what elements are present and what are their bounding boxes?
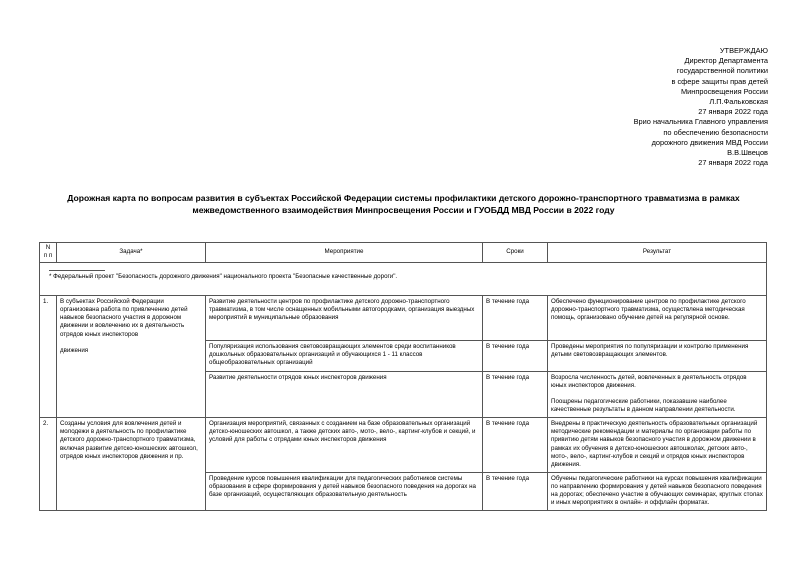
row-term: В течение года (483, 340, 548, 371)
table-header-row (40, 243, 767, 263)
row-term: В течение года (483, 295, 548, 340)
row-task (57, 295, 206, 417)
task-text: В субъектах Российской Федерации организована работа по привлечению детей навыков безопасного участия в дорожном движении и вовлечению их в деятельность отрядов юных инспекторов (60, 297, 188, 338)
result-text-2: Поощрены педагогические работники, показавшие наиболее качественные результаты в данном направлении деятельности. (551, 398, 736, 414)
header-term: Сроки (483, 243, 548, 263)
row-task: Созданы условия для вовлечения детей и молодежи в деятельность по профилактике детского дорожно-транспортного травматизма, включая развитие детско-юношеских автошкол, отрядов юных инспекторов движения и пр. (57, 417, 206, 510)
row-event: Развитие деятельности отрядов юных инспекторов движения (206, 371, 483, 417)
row-term: В течение года (483, 371, 548, 417)
approval-line: Врио начальника Главного управления (633, 117, 768, 127)
header-event: Мероприятие (206, 243, 483, 263)
row-event: Проведение курсов повышения квалификации для педагогических работников системы образования в сфере формирования у детей навыков безопасного поведения на дорогах на базе организаций, осуществляющих образовательную деятельность (206, 472, 483, 510)
row-event: Популяризация использования световозвращающих элементов среди воспитанников дошкольных образовательных организаций и обучающихся 1 - 11 классов общеобразовательных организаций (206, 340, 483, 371)
row-result: Обеспечено функционирование центров по профилактике детского дорожно-транспортного травматизма, осуществлена методическая помощь, организовано обучение детей на регулярной основе. (548, 295, 767, 340)
approval-line: дорожного движения МВД России (651, 137, 768, 147)
row-num: 2. (40, 417, 57, 510)
header-result: Результат (548, 243, 767, 263)
result-text: Возросла численность детей, вовлеченных в деятельность отрядов юных инспекторов движения. (551, 373, 747, 389)
approval-block (634, 46, 768, 168)
row-term: В течение года (483, 417, 548, 472)
footnote-text: * Федеральный проект "Безопасность дорожного движения" национального проекта "Безопасные качественные дороги". (49, 272, 398, 280)
approval-line: Директор Департамента (684, 56, 768, 66)
table-row (40, 295, 767, 340)
approval-line: по обеспечению безопасности (663, 127, 768, 137)
approval-line: Минпросвещения России (681, 86, 768, 96)
approval-line: В.В.Швецов (727, 148, 768, 158)
footnote-row (40, 262, 767, 295)
approval-line: государственной политики (676, 66, 768, 76)
row-result: Обучены педагогические работники на курсах повышения квалификации по направлению формирования у детей навыков безопасного поведения на дорогах; обеспечено участие в обучающих семинарах, круглых столах и иных мероприятиях в онлайн- и оффлайн форматах. (548, 472, 767, 510)
approval-line: 27 января 2022 года (698, 158, 768, 168)
approval-line: УТВЕРЖДАЮ (719, 46, 768, 55)
document-title: Дорожная карта по вопросам развития в субъектах Российской Федерации системы профилактики детского дорожно-транспортного травматизма в рамках межведомственного взаимодействия Минпросвещения России и ГУОБДД МВД России в 2022 году (67, 193, 740, 215)
row-result (548, 371, 767, 417)
row-result: Внедрены в практическую деятельность образовательных организаций методические рекомендации и материалы по организации работы по привитию детям навыков безопасного участия в дорожном движении в рамках их обучения в детско-юношеских автошколах, детских авто-, мото-, вело-, картинг-клубов и секций и отрядов юных инспекторов движения. (548, 417, 767, 472)
header-task: Задача* (57, 243, 206, 263)
footnote-cell (40, 262, 767, 295)
roadmap-table (39, 242, 767, 511)
task-text-cont: движения (60, 347, 89, 355)
table-row (40, 417, 767, 472)
approval-line: Л.П.Фальковская (709, 97, 768, 107)
row-term: В течение года (483, 472, 548, 510)
row-num: 1. (40, 295, 57, 417)
row-event: Развитие деятельности центров по профилактике детского дорожно-транспортного травматизма, в том числе оснащенных мобильными автогородками, организация выездных мероприятий в муниципальные образования (206, 295, 483, 340)
approval-line: 27 января 2022 года (698, 107, 768, 117)
row-event: Организация мероприятий, связанных с созданием на базе образовательных организаций детско-юношеских автошкол, а также детских авто-, мото-, вело-, картинг-клубов и секций, и условий для работы с отрядами юных инспекторов движения (206, 417, 483, 472)
approval-line: в сфере защиты прав детей (671, 76, 768, 86)
row-result: Проведены мероприятия по популяризации и контролю применения детьми световозвращающих элементов. (548, 340, 767, 371)
header-num: N п п (40, 243, 57, 263)
footnote-divider (49, 270, 105, 271)
